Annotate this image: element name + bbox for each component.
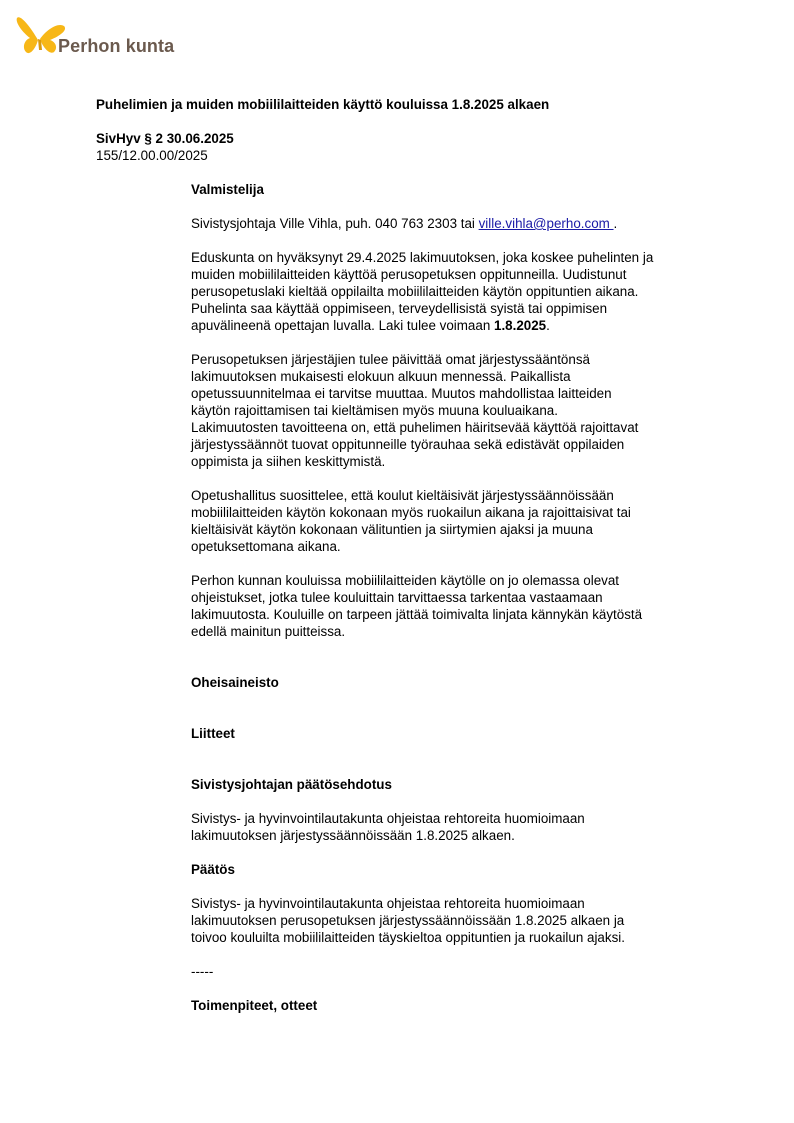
proposal-heading: Sivistysjohtajan päätösehdotus [191,777,392,792]
effective-date: 1.8.2025 [494,318,547,333]
text-line: Sivistys- ja hyvinvointilautakunta ohjeistaa rehtoreita huomioimaan [191,896,585,911]
text-line [191,317,711,334]
text-line: Perusopetuksen järjestäjien tulee päivittää omat järjestyssääntönsä [191,352,590,367]
text-line: perusopetuslaki kieltää oppilailta mobiililaitteiden käytön oppituntien aikana. [191,284,639,299]
record-number: 155/12.00.00/2025 [96,148,208,163]
paragraph-1 [191,249,711,334]
decision-heading: Päätös [191,862,235,877]
text-line: järjestyssäännöt tuovat oppitunneille työrauhaa sekä edistävät oppilaiden [191,437,625,452]
text-line: mobiililaitteiden käytön kokonaan myös ruokailun aikana ja rajoittaisivat tai [191,505,631,520]
text-fragment: . [546,318,550,333]
text-line: Perhon kunnan kouluissa mobiililaitteiden käytölle on jo olemassa olevat [191,573,620,588]
logo-text: Perhon kunta [58,36,175,56]
text-line: Puhelinta saa käyttää oppimiseen, terveydellisistä syistä tai oppimisen [191,301,608,316]
text-line: Sivistys- ja hyvinvointilautakunta ohjeistaa rehtoreita huomioimaan [191,811,585,826]
text-line: toivoo kouluilta mobiililaitteiden täyskieltoa oppituntien ja ruokailun ajaksi. [191,930,625,945]
text-line: opetussuunnitelmaa ei tarvitse muuttaa. Muutos mahdollistaa laitteiden [191,386,612,401]
text-line: lakimuutoksen järjestyssäännöissään 1.8.2025 alkaen. [191,828,515,843]
text-line: Lakimuutosten tavoitteena on, että puhelimen häiritsevää käyttöä rajoittavat [191,420,639,435]
proposal-text [191,810,711,844]
decision-text [191,895,711,946]
valmistelija-contact [191,215,711,232]
text-line: Opetushallitus suosittelee, että koulut kieltäisivät järjestyssäännöissään [191,488,614,503]
text-line: lakimuutosta. Kouluille on tarpeen jättää toimivalta linjata kännykän käytöstä [191,607,643,622]
text-line: ohjeistukset, jotka tulee kouluittain tarvittaessa tarkentaa vastaamaan [191,590,603,605]
actions-heading: Toimenpiteet, otteet [191,998,318,1013]
text-line: lakimuutoksen mukaisesti elokuun alkuun mennessä. Paikallista [191,369,571,384]
logo [16,8,186,58]
text-line: Eduskunta on hyväksynyt 29.4.2025 lakimuutoksen, joka koskee puhelinten ja [191,250,654,265]
valmistelija-heading: Valmistelija [191,182,264,197]
contact-suffix: . [613,216,618,231]
text-line: oppimista ja siihen keskittymistä. [191,454,386,469]
paragraph-2 [191,351,711,470]
text-line: lakimuutoksen perusopetuksen järjestyssäännöissään 1.8.2025 alkaen ja [191,913,625,928]
separator: ----- [191,964,214,979]
text-line: kieltäisivät käytön kokonaan välituntien ja siirtymien ajaksi ja muuna [191,522,593,537]
text-line: edellä mainitun puitteissa. [191,624,346,639]
document-body [191,181,711,1014]
meeting-reference: SivHyv § 2 30.06.2025 [96,131,234,146]
document-title: Puhelimien ja muiden mobiililaitteiden käyttö kouluissa 1.8.2025 alkaen [96,97,550,112]
text-line: käytön rajoittamisen tai kieltämisen myös muuna kouluaikana. [191,403,558,418]
contact-text: Sivistysjohtaja Ville Vihla, puh. 040 763 2303 tai [191,216,479,231]
text-line: muiden mobiililaitteiden käyttöä perusopetuksen oppitunneilla. Uudistunut [191,267,627,282]
text-fragment: apuvälineenä opettajan luvalla. Laki tulee voimaan [191,318,494,333]
email-link[interactable]: ville.vihla@perho.com [478,216,614,231]
liitteet-heading: Liitteet [191,726,235,741]
paragraph-3 [191,487,711,555]
text-line: opetuksettomana aikana. [191,539,341,554]
paragraph-4 [191,572,711,640]
oheisaineisto-heading: Oheisaineisto [191,675,279,690]
